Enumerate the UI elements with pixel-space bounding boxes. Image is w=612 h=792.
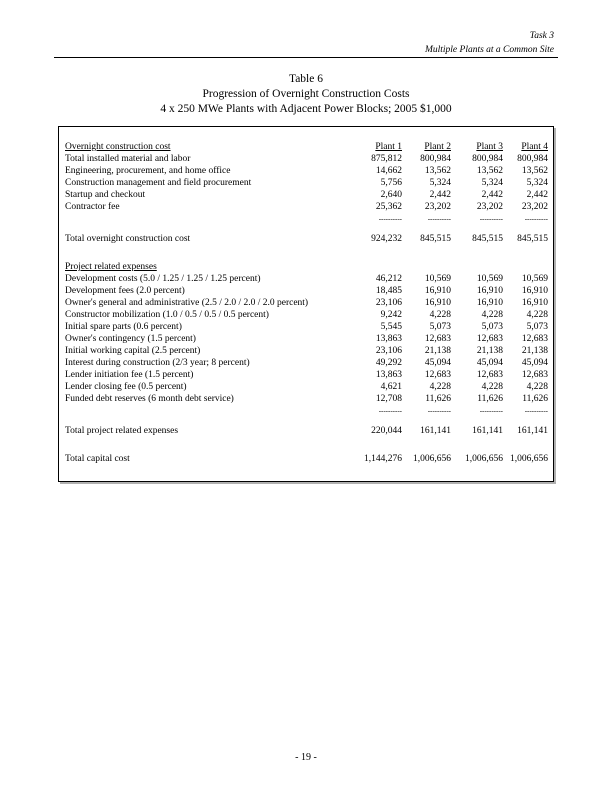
cell: 13,562 (521, 166, 548, 176)
cell: 12,683 (424, 334, 451, 344)
table-row (65, 273, 548, 285)
cell: 924,232 (371, 234, 402, 244)
grand-total-row (65, 453, 548, 465)
cell: 46,212 (375, 274, 402, 284)
cell: 4,228 (526, 382, 548, 392)
cell: 21,138 (424, 346, 451, 356)
cell: 161,141 (517, 426, 548, 436)
row-label: Interest during construction (2/3 year; 8 percent) (65, 358, 250, 368)
cell: 161,141 (472, 426, 503, 436)
cell: 45,094 (476, 358, 503, 368)
cell: 2,640 (380, 190, 402, 200)
cell: 11,626 (425, 394, 451, 404)
dash-rule: ---------- (479, 407, 503, 415)
dash-rule: ---------- (524, 215, 548, 223)
cell: 12,683 (521, 334, 548, 344)
running-header-task: Task 3 (529, 31, 554, 41)
cell: 4,228 (481, 382, 503, 392)
cell: 4,228 (429, 382, 451, 392)
cell: 2,442 (429, 190, 451, 200)
cell: 13,562 (476, 166, 503, 176)
row-label: Owner's contingency (1.5 percent) (65, 334, 196, 344)
table-row (65, 153, 548, 165)
cell: 12,683 (476, 370, 503, 380)
cell: 4,228 (429, 310, 451, 320)
cell: 845,515 (517, 234, 548, 244)
cell: 5,545 (380, 322, 402, 332)
table-title: Progression of Overnight Construction Costs (202, 88, 410, 100)
cell: 14,662 (375, 166, 402, 176)
cell: 12,683 (476, 334, 503, 344)
cell: 1,144,276 (364, 454, 402, 464)
header-rule (54, 57, 558, 58)
running-header-subtitle: Multiple Plants at a Common Site (424, 45, 554, 55)
table-row (65, 297, 548, 309)
table-row (65, 333, 548, 345)
row-label: Constructor mobilization (1.0 / 0.5 / 0.5 / 0.5 percent) (65, 310, 269, 320)
table-row (65, 201, 548, 213)
dash-rule: ---------- (524, 407, 548, 415)
cell: 45,094 (521, 358, 548, 368)
cell: 5,324 (481, 178, 503, 188)
column-header: Plant 2 (424, 142, 451, 152)
cell: 23,106 (375, 298, 402, 308)
dash-rule: ---------- (378, 407, 402, 415)
row-label: Engineering, procurement, and home office (65, 166, 231, 176)
table-row (65, 345, 548, 357)
cell: 4,228 (526, 310, 548, 320)
cell: 45,094 (424, 358, 451, 368)
cost-table (65, 141, 548, 465)
cell: 9,242 (380, 310, 402, 320)
cell: 12,683 (424, 370, 451, 380)
cell: 1,006,656 (413, 454, 451, 464)
cell: 1,006,656 (465, 454, 503, 464)
cell: 5,756 (380, 178, 402, 188)
cell: 16,910 (521, 298, 548, 308)
cell: 13,863 (375, 334, 402, 344)
row-label: Development fees (2.0 percent) (65, 286, 185, 296)
cell: 10,569 (424, 274, 451, 284)
cell: 161,141 (420, 426, 451, 436)
cell: 12,708 (375, 394, 402, 404)
row-label: Lender initiation fee (1.5 percent) (65, 370, 194, 380)
table-row (65, 381, 548, 393)
cell: 23,202 (424, 202, 451, 212)
row-label: Initial spare parts (0.6 percent) (65, 322, 182, 332)
cell: 4,621 (380, 382, 402, 392)
dash-rule: ---------- (427, 215, 451, 223)
cell: 16,910 (424, 298, 451, 308)
cell: 49,292 (375, 358, 402, 368)
column-header: Plant 3 (476, 142, 503, 152)
table-row (65, 285, 548, 297)
row-label: Total installed material and labor (65, 154, 191, 164)
row-label: Lender closing fee (0.5 percent) (65, 382, 187, 392)
row-label: Total project related expenses (65, 426, 179, 436)
row-label: Contractor fee (65, 202, 120, 212)
section-heading: Overnight construction cost (65, 142, 171, 152)
cell: 16,910 (424, 286, 451, 296)
cell: 11,626 (477, 394, 503, 404)
cell: 10,569 (521, 274, 548, 284)
column-header: Plant 1 (375, 142, 402, 152)
section-heading-row (65, 261, 548, 273)
table-row (65, 165, 548, 177)
row-label: Initial working capital (2.5 percent) (65, 346, 201, 356)
cell: 845,515 (420, 234, 451, 244)
cell: 10,569 (476, 274, 503, 284)
table-row (65, 309, 548, 321)
table-header-row (65, 141, 548, 153)
row-label: Total capital cost (65, 454, 130, 464)
row-label: Total overnight construction cost (65, 234, 191, 244)
dash-rule: ---------- (427, 407, 451, 415)
section-heading: Project related expenses (65, 262, 157, 272)
cell: 25,362 (375, 202, 402, 212)
cell: 16,910 (521, 286, 548, 296)
cell: 800,984 (472, 154, 503, 164)
cell: 220,044 (371, 426, 402, 436)
cell: 5,073 (481, 322, 503, 332)
cell: 845,515 (472, 234, 503, 244)
row-label: Owner's general and administrative (2.5 / 2.0 / 2.0 / 2.0 percent) (65, 298, 309, 308)
cell: 5,073 (429, 322, 451, 332)
cell: 18,485 (375, 286, 402, 296)
table-row (65, 357, 548, 369)
cell: 13,562 (424, 166, 451, 176)
cell: 13,863 (375, 370, 402, 380)
dash-rule: ---------- (378, 215, 402, 223)
table-number: Table 6 (288, 73, 323, 85)
cell: 1,006,656 (510, 454, 548, 464)
cell: 875,812 (371, 154, 402, 164)
subtotal-rule-row (65, 213, 548, 225)
table-row (65, 189, 548, 201)
table-row (65, 369, 548, 381)
row-label: Construction management and field procurement (65, 178, 252, 188)
page-number: - 19 - (295, 752, 317, 763)
cell: 5,324 (429, 178, 451, 188)
cell: 16,910 (476, 286, 503, 296)
cell: 5,073 (526, 322, 548, 332)
total-row (65, 233, 548, 245)
column-header: Plant 4 (521, 142, 548, 152)
row-label: Funded debt reserves (6 month debt service) (65, 394, 234, 404)
cell: 21,138 (521, 346, 548, 356)
cell: 4,228 (481, 310, 503, 320)
cell: 16,910 (476, 298, 503, 308)
total-row (65, 425, 548, 437)
table-row (65, 393, 548, 405)
dash-rule: ---------- (479, 215, 503, 223)
table-row (65, 321, 548, 333)
cell: 11,626 (522, 394, 548, 404)
table-subtitle: 4 x 250 MWe Plants with Adjacent Power Blocks; 2005 $1,000 (160, 103, 452, 115)
cell: 23,202 (521, 202, 548, 212)
cell: 800,984 (517, 154, 548, 164)
table-row (65, 177, 548, 189)
cell: 2,442 (526, 190, 548, 200)
row-label: Startup and checkout (65, 190, 146, 200)
cell: 5,324 (526, 178, 548, 188)
cell: 800,984 (420, 154, 451, 164)
cell: 21,138 (476, 346, 503, 356)
cost-table-box (58, 126, 554, 482)
cell: 23,202 (476, 202, 503, 212)
cell: 12,683 (521, 370, 548, 380)
cell: 2,442 (481, 190, 503, 200)
row-label: Development costs (5.0 / 1.25 / 1.25 / 1.25 percent) (65, 274, 261, 284)
subtotal-rule-row (65, 405, 548, 417)
cell: 23,106 (375, 346, 402, 356)
